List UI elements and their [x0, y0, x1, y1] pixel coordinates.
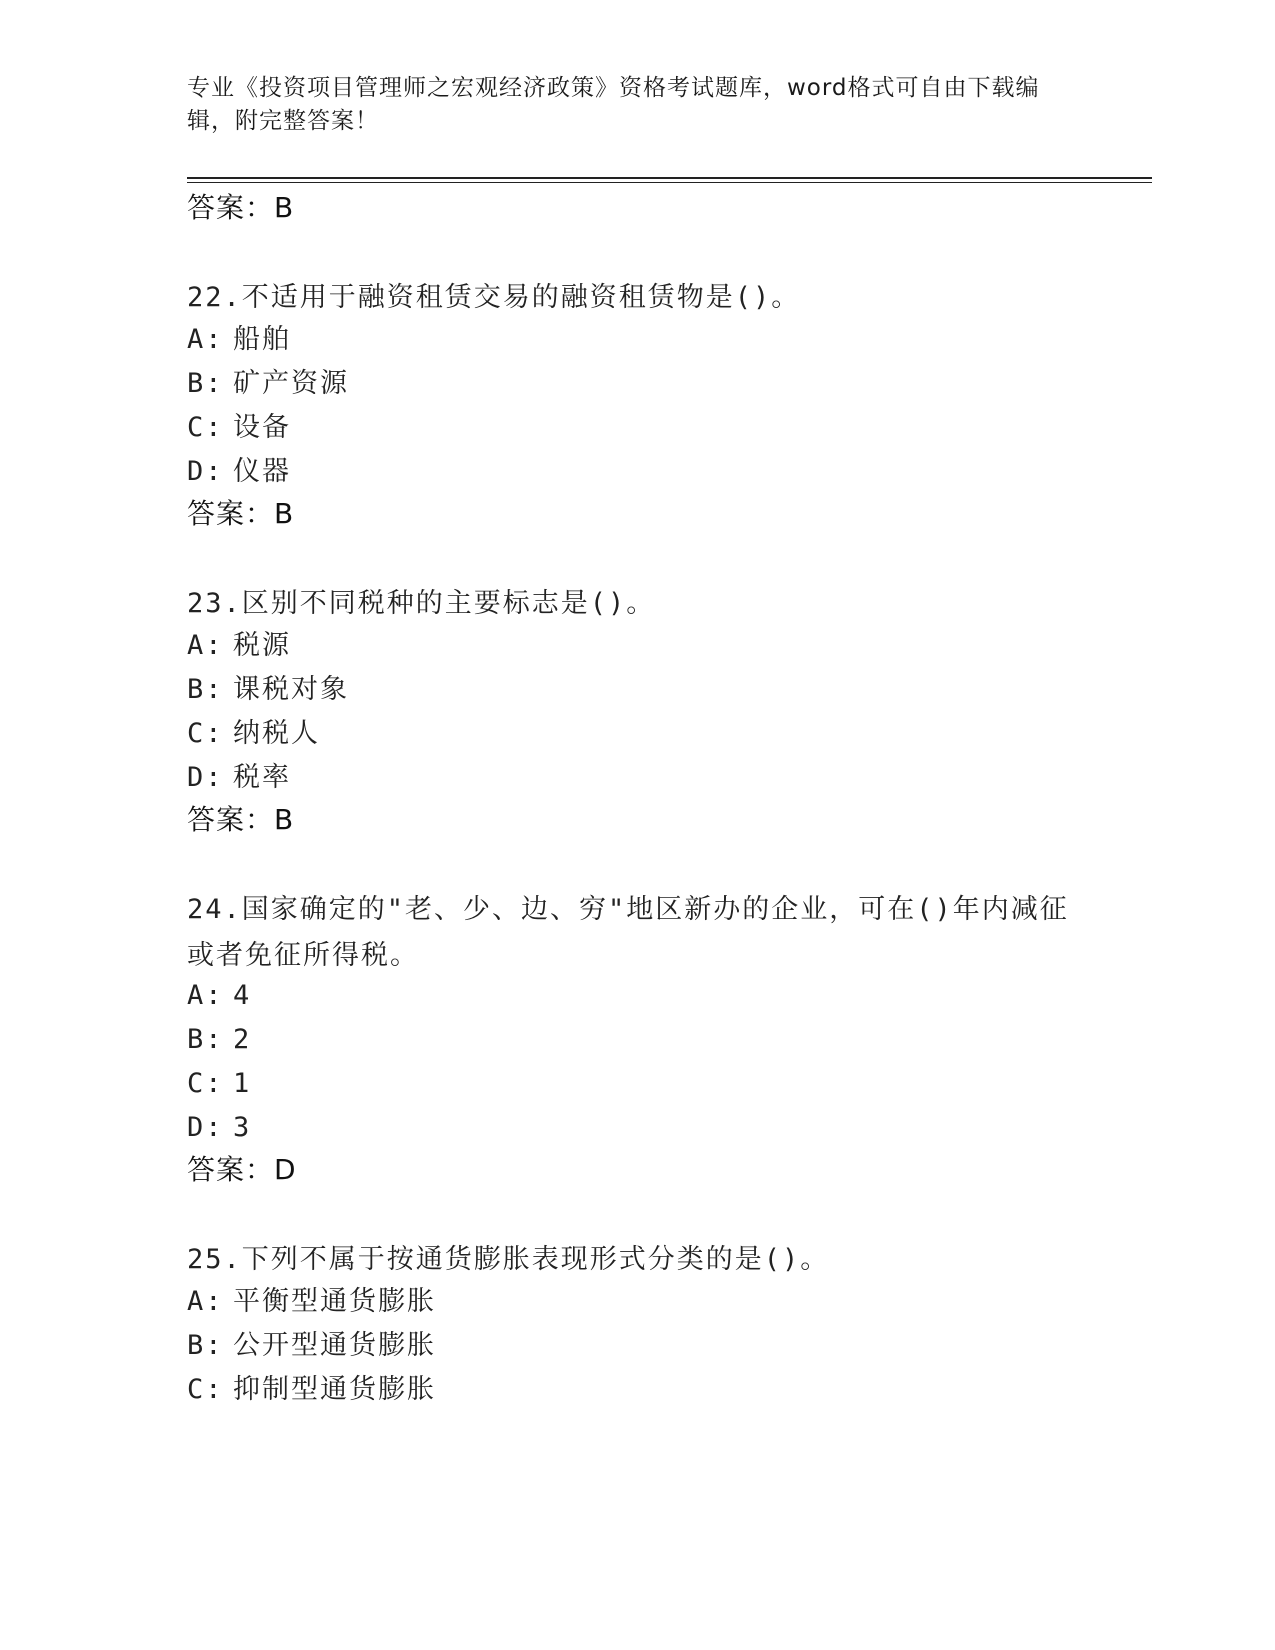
option-letter: B: [187, 674, 224, 705]
option-a [187, 626, 291, 666]
option-c [187, 1064, 251, 1104]
option-text: 仪器 [233, 456, 291, 487]
header-rule-thick [187, 177, 1152, 179]
option-d [187, 1108, 251, 1148]
option-letter: B: [187, 1330, 224, 1361]
option-text: 矿产资源 [233, 368, 349, 399]
option-b [187, 364, 349, 404]
option-letter: A: [187, 324, 224, 355]
question-stem: 24.国家确定的"老、少、边、穷"地区新办的企业，可在()年内减征或者免征所得税。 [187, 894, 1069, 971]
option-letter: D: [187, 456, 224, 487]
option-d [187, 758, 291, 798]
option-text: 平衡型通货膨胀 [233, 1286, 436, 1317]
option-text: 3 [233, 1112, 252, 1143]
option-text: 4 [233, 980, 252, 1011]
answer-label: 答案：B [187, 803, 295, 836]
option-c [187, 408, 291, 448]
option-letter: C: [187, 1374, 224, 1405]
option-letter: C: [187, 1068, 224, 1099]
option-text: 纳税人 [233, 718, 320, 749]
page-header: 专业《投资项目管理师之宏观经济政策》资格考试题库，word格式可自由下载编辑，附完整答案！ [187, 75, 1040, 134]
answer-label: 答案：B [187, 497, 295, 530]
option-text: 税率 [233, 762, 291, 793]
option-b [187, 670, 349, 710]
answer-label: 答案：B [187, 191, 295, 224]
option-text: 公开型通货膨胀 [233, 1330, 436, 1361]
option-b [187, 1326, 436, 1366]
option-c [187, 714, 320, 754]
option-letter: B: [187, 368, 224, 399]
option-b [187, 1020, 251, 1060]
option-letter: B: [187, 1024, 224, 1055]
option-a [187, 320, 291, 360]
option-text: 课税对象 [233, 674, 349, 705]
option-c [187, 1370, 436, 1410]
option-text: 船舶 [233, 324, 291, 355]
option-letter: A: [187, 630, 224, 661]
option-a [187, 1282, 436, 1322]
option-text: 抑制型通货膨胀 [233, 1374, 436, 1405]
question-stem: 23.区别不同税种的主要标志是()。 [187, 588, 656, 619]
option-text: 设备 [233, 412, 291, 443]
header-rule-thin [187, 182, 1152, 183]
option-letter: A: [187, 980, 224, 1011]
option-letter: D: [187, 1112, 224, 1143]
option-letter: A: [187, 1286, 224, 1317]
option-text: 税源 [233, 630, 291, 661]
option-text: 1 [233, 1068, 252, 1099]
answer-label: 答案：D [187, 1153, 297, 1186]
option-letter: C: [187, 718, 224, 749]
option-a [187, 976, 251, 1016]
question-stem: 25.下列不属于按通货膨胀表现形式分类的是()。 [187, 1244, 830, 1275]
option-d [187, 452, 291, 492]
question-stem: 22.不适用于融资租赁交易的融资租赁物是()。 [187, 282, 801, 313]
option-text: 2 [233, 1024, 252, 1055]
option-letter: D: [187, 762, 224, 793]
option-letter: C: [187, 412, 224, 443]
